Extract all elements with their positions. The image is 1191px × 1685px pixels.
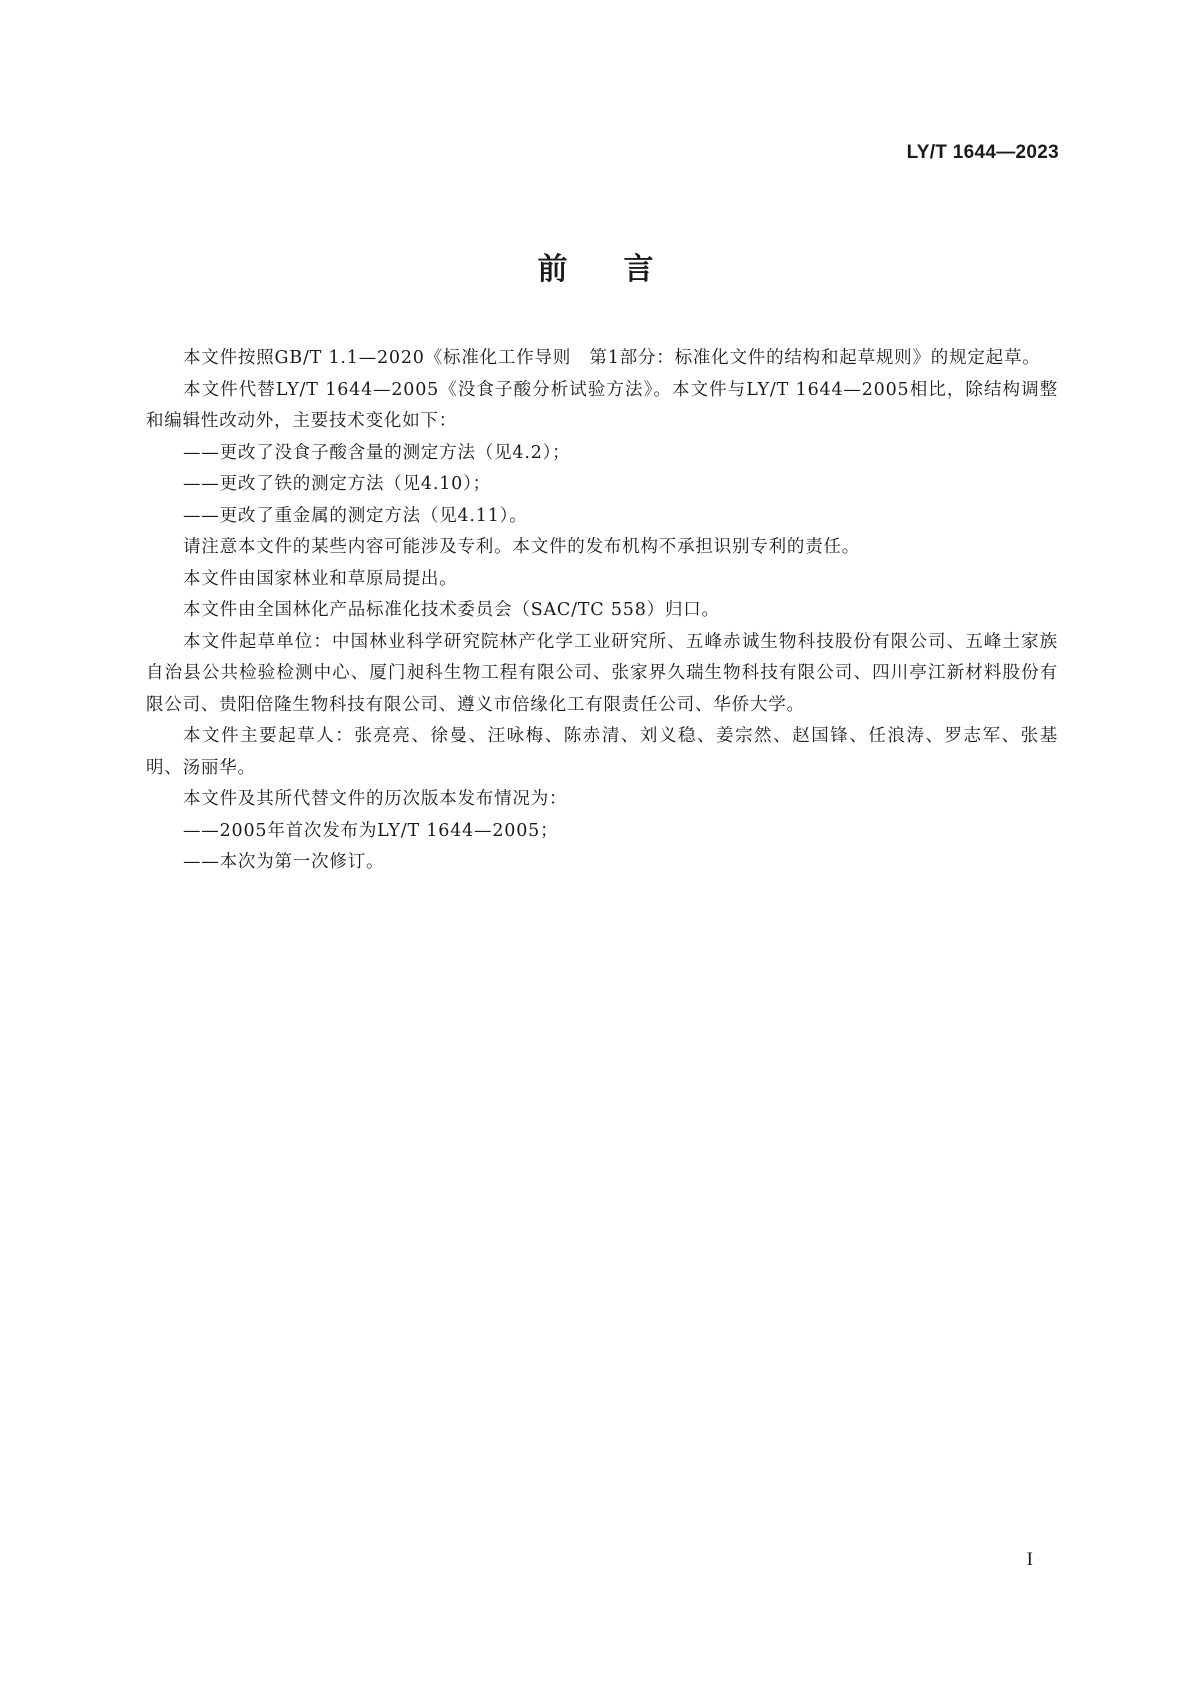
standard-code: LY/T 1644—2023 — [906, 142, 1059, 163]
page-title: 前言 — [537, 252, 710, 287]
list-item-change-3: ——更改了重金属的测定方法（见4.11）。 — [183, 505, 528, 526]
paragraph-replacement: 本文件代替LY/T 1644—2005《没食子酸分析试验方法》。本文件与LY/T 1644—2005相比，除结构调整和编辑性改动外，主要技术变化如下： — [146, 379, 1058, 431]
list-item-change-1: ——更改了没食子酸含量的测定方法（见4.2）； — [183, 442, 571, 463]
list-item-history-1: ——2005年首次发布为LY/T 1644—2005； — [183, 820, 559, 841]
paragraph-patent-notice: 请注意本文件的某些内容可能涉及专利。本文件的发布机构不承担识别专利的责任。 — [183, 537, 861, 557]
paragraph-drafting-units: 本文件起草单位：中国林业科学研究院林产化学工业研究所、五峰赤诚生物科技股份有限公司、五峰土家族自治县公共检验检测中心、厦门昶科生物工程有限公司、张家界久瑞生物科技有限公司、四川亭江新材料股份有限公司、贵阳倍隆生物科技有限公司、遵义市倍缘化工有限责任公司、华侨大学。 — [146, 631, 1058, 715]
paragraph-technical-committee: 本文件由全国林化产品标准化技术委员会（SAC/TC 558）归口。 — [183, 600, 720, 620]
list-item-change-2: ——更改了铁的测定方法（见4.10）； — [183, 474, 491, 494]
document-body — [146, 343, 1058, 879]
paragraph-drafting-rules: 本文件按照GB/T 1.1—2020《标准化工作导则 第1部分：标准化文件的结构和起草规则》的规定起草。 — [183, 348, 1041, 368]
page-number: I — [1026, 1549, 1033, 1570]
list-item-history-2: ——本次为第一次修订。 — [183, 852, 385, 872]
paragraph-drafters: 本文件主要起草人：张亮亮、徐曼、汪咏梅、陈赤清、刘义稳、姜宗然、赵国锋、任浪涛、罗志军、张基明、汤丽华。 — [146, 726, 1058, 778]
paragraph-proposer: 本文件由国家林业和草原局提出。 — [183, 568, 458, 589]
paragraph-version-history: 本文件及其所代替文件的历次版本发布情况为： — [183, 789, 568, 809]
